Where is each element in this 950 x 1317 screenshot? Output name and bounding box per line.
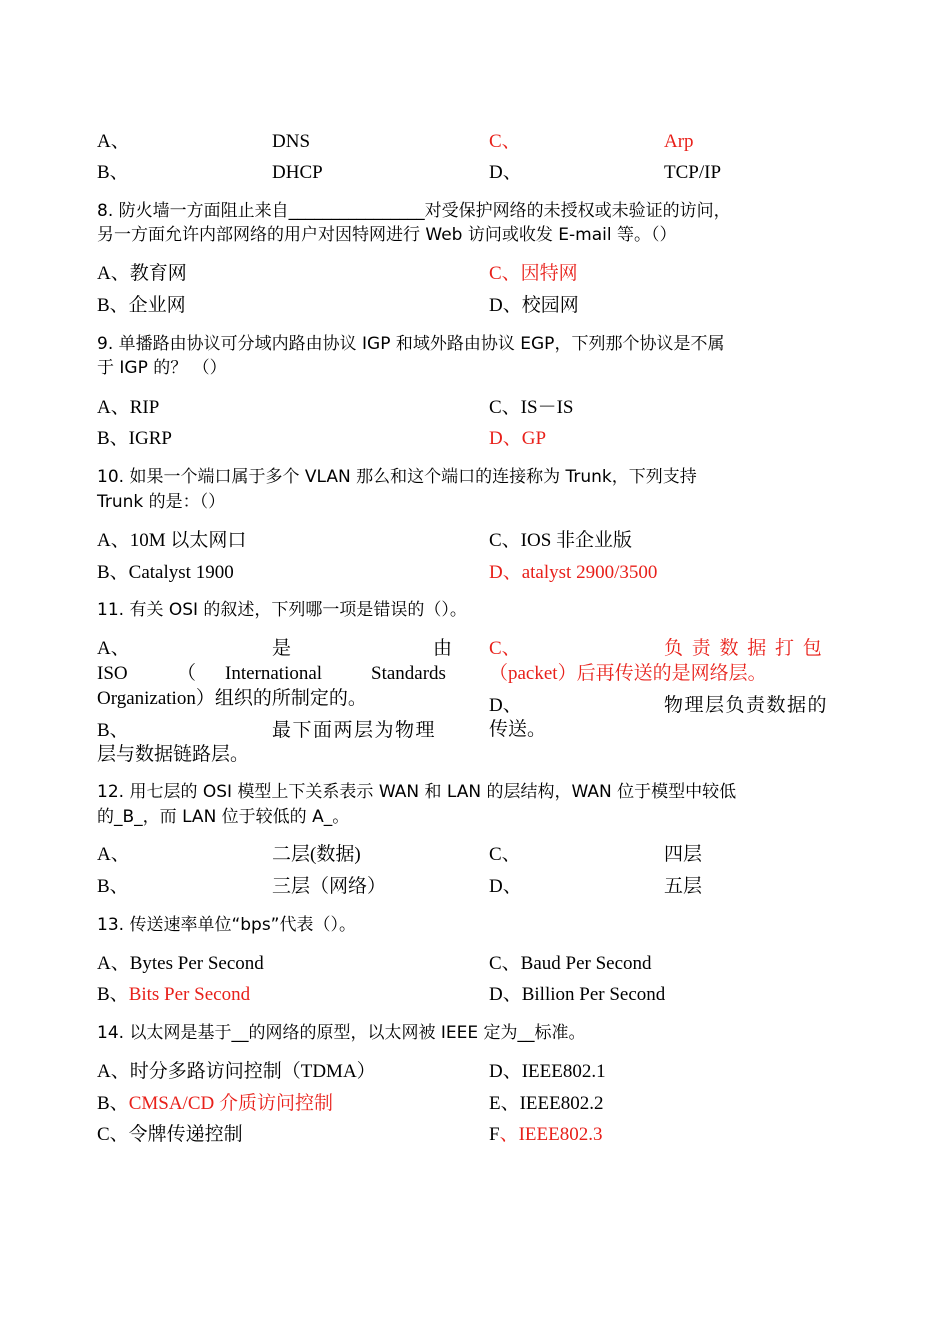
q12-option-b-text: 三层（网络）	[272, 876, 387, 897]
q9-stem-line1: 9. 单播路由协议可分域内路由协议 IGP 和域外路由协议 EGP，下列那个协议是不属	[97, 334, 725, 354]
q13-option-b-text: Bits Per Second	[128, 984, 251, 1005]
q9-stem-line2: 于 IGP 的？ （）	[97, 358, 227, 378]
q8-option-b: B、企业网	[97, 295, 186, 316]
q12-option-d-text: 五层	[664, 876, 703, 897]
q10-option-a: A、10M 以太网口	[97, 530, 247, 551]
q11-option-a-word2: 由	[433, 638, 453, 659]
q13-option-d: D、Billion Per Second	[489, 984, 666, 1005]
q11-option-a-word1: 是	[272, 638, 292, 659]
q12-option-a-prefix: A、	[97, 844, 130, 865]
q12-stem-line1: 12. 用七层的 OSI 模型上下关系表示 WAN 和 LAN 的层结构，WAN 位于模型中较低	[97, 782, 737, 802]
q11-option-b-line2: 层与数据链路层。	[97, 744, 250, 765]
q8-option-c: C、因特网	[489, 263, 578, 284]
q14-option-d: D、IEEE802.1	[489, 1061, 606, 1082]
q7-option-b-text: DHCP	[272, 162, 323, 183]
q10-stem-line1: 10. 如果一个端口属于多个 VLAN 那么和这个端口的连接称为 Trunk，下列支持	[97, 467, 697, 487]
q11-option-a-prefix: A、	[97, 638, 130, 659]
q11-option-b-prefix: B、	[97, 720, 129, 741]
q7-option-d-text: TCP/IP	[664, 162, 722, 183]
q14-option-f-prefix: F	[489, 1124, 500, 1145]
q11-option-c-line2: （packet）后再传送的是网络层。	[489, 663, 767, 684]
q7-option-c-text: Arp	[664, 131, 694, 152]
q12-answer-blank: _B_	[114, 807, 143, 827]
q7-option-a-prefix: A、	[97, 131, 130, 152]
q12-option-c-text: 四层	[664, 844, 703, 865]
q10-option-d: D、atalyst 2900/3500	[489, 562, 658, 583]
q11-option-a-word6: Standards	[371, 663, 446, 684]
q9-option-a: A、RIP	[97, 397, 160, 418]
q14-option-c: C、令牌传递控制	[97, 1124, 243, 1145]
q11-option-c-line1: 负 责 数 据 打 包	[664, 638, 824, 659]
q13-option-b	[97, 984, 250, 1006]
q11-option-a-line3: Organization）组织的所制定的。	[97, 688, 367, 709]
q8-option-a: A、教育网	[97, 263, 187, 284]
q7-option-b-prefix: B、	[97, 162, 129, 183]
q12-option-b-prefix: B、	[97, 876, 129, 897]
q9-option-d: D、GP	[489, 428, 547, 449]
q9-option-c: C、IS－IS	[489, 397, 574, 418]
q12-stem-line2	[97, 805, 349, 829]
q12-option-a-text: 二层(数据)	[272, 844, 361, 865]
q14-option-b	[97, 1093, 333, 1115]
q12-option-d-prefix: D、	[489, 876, 522, 897]
q13-option-a: A、Bytes Per Second	[97, 953, 264, 974]
q11-stem-line1: 11. 有关 OSI 的叙述，下列哪一项是错误的（）。	[97, 600, 467, 620]
q9-option-b: B、IGRP	[97, 428, 172, 449]
q8-option-d: D、校园网	[489, 295, 579, 316]
q8-stem-line1: 8. 防火墙一方面阻止来自________________对受保护网络的未授权或未验证的访问，	[97, 201, 731, 221]
q7-option-c-prefix: C、	[489, 131, 521, 152]
q10-option-b: B、Catalyst 1900	[97, 562, 234, 583]
q10-option-c: C、IOS 非企业版	[489, 530, 633, 551]
q13-option-c: C、Baud Per Second	[489, 953, 652, 974]
q14-option-e: E、IEEE802.2	[489, 1093, 604, 1114]
q8-stem-line2: 另一方面允许内部网络的用户对因特网进行 Web 访问或收发 E-mail 等。（）	[97, 225, 677, 245]
q12-stem-line2-pre: 的	[97, 807, 114, 827]
q11-option-d-prefix: D、	[489, 695, 522, 716]
q11-option-b-line1: 最下面两层为物理	[272, 720, 437, 741]
q11-option-d-line2: 传送。	[489, 719, 547, 740]
q7-option-a-text: DNS	[272, 131, 311, 152]
q12-option-c-prefix: C、	[489, 844, 521, 865]
q11-option-a-word3: ISO	[97, 663, 128, 684]
q14-stem-line1: 14. 以太网是基于__的网络的原型，以太网被 IEEE 定为__标准。	[97, 1023, 586, 1043]
q7-option-d-prefix: D、	[489, 162, 522, 183]
q11-option-a-word5: International	[225, 663, 323, 684]
q14-option-f	[489, 1124, 602, 1146]
q12-stem-line2-rest: ，而 LAN 位于较低的 A_。	[142, 807, 350, 827]
q13-stem-line1: 13. 传送速率单位“bps”代表（）。	[97, 915, 356, 935]
q11-option-d-line1: 物理层负责数据的	[664, 695, 829, 716]
q14-option-a: A、时分多路访问控制（TDMA）	[97, 1061, 376, 1082]
q14-option-b-text: CMSA/CD 介质访问控制	[128, 1093, 333, 1114]
q11-option-c-prefix: C、	[489, 638, 521, 659]
q14-option-f-text: 、IEEE802.3	[499, 1124, 603, 1145]
q14-option-b-prefix: B、	[97, 1093, 129, 1114]
q10-stem-line2: Trunk 的是：（）	[97, 492, 226, 512]
q13-option-b-prefix: B、	[97, 984, 129, 1005]
q11-option-a-word4: （	[177, 663, 197, 684]
